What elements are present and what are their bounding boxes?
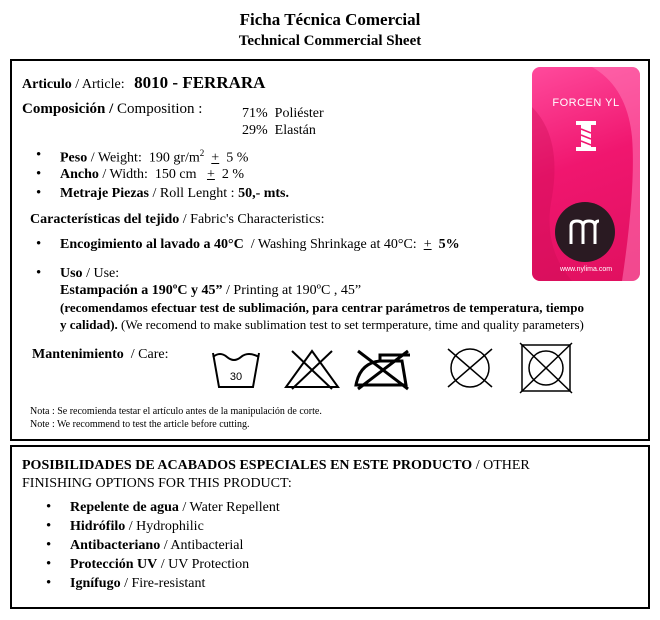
- composition-item: 29% Elastán: [242, 123, 316, 138]
- brand-name: FORCEN YL: [552, 97, 620, 109]
- characteristics-label: Características del tejido / Fabric's Characteristics:: [30, 212, 325, 227]
- note-es: Nota : Se recomienda testar el artículo antes de la manipulación de corte.: [30, 406, 322, 417]
- weight-line: • Peso / Weight: 190 $gr/m^2 + 5$ %: [60, 148, 248, 167]
- roll-line: • Metraje Piezas / Roll Lenght : 50,- mts.: [60, 186, 289, 202]
- article-label-en: / Article:: [75, 77, 125, 92]
- no-iron-icon: [350, 347, 416, 391]
- composition-item: 71% Poliéster: [242, 106, 324, 121]
- finishing-heading: POSIBILIDADES DE ACABADOS ESPECIALES EN ESTE PRODUCTO / OTHER FINISHING OPTIONS FOR THIS PRODUCT:: [22, 458, 530, 491]
- use-label: • Uso / Use:: [60, 266, 119, 282]
- title-es: Ficha Técnica Comercial: [239, 10, 421, 29]
- recommendation-line2: y calidad). (We recomend to make sublimation test to set termperature, time and quality parameters): [60, 317, 584, 332]
- composition-label: [22, 101, 202, 118]
- thread-spool-icon: [574, 119, 598, 153]
- note-en: Note : We recommend to test the article before cutting.: [30, 419, 250, 430]
- article-value: 8010 - FERRARA: [134, 73, 266, 92]
- brand-badge: [532, 67, 640, 281]
- composition-list: [242, 105, 324, 139]
- no-dry-clean-icon: [442, 345, 498, 391]
- spec-box: [10, 59, 650, 441]
- no-bleach-icon: [282, 347, 342, 391]
- brand-logo-mark: [555, 202, 615, 262]
- composition-label-en: Composition :: [117, 101, 203, 117]
- brand-logo: [555, 202, 615, 262]
- no-tumble-dry-icon: [518, 341, 574, 395]
- title-en: Technical Commercial Sheet: [238, 33, 422, 49]
- finishing-item: • Repelente de agua / Water Repellent: [70, 500, 280, 516]
- finishing-item: • Hidrófilo / Hydrophilic: [70, 519, 204, 535]
- composition-label-es: Composición /: [22, 101, 114, 117]
- article-line: [22, 73, 265, 93]
- wash-30-icon: [210, 347, 262, 391]
- finishing-item: • Protección UV / UV Protection: [70, 557, 249, 573]
- care-label: Mantenimiento / Care:: [32, 347, 169, 362]
- width-line: • Ancho / Width: 150 cm + 2 %: [60, 167, 244, 183]
- wash-temp: 30: [229, 371, 243, 383]
- finishing-box: [10, 445, 650, 609]
- finishing-item: • Ignífugo / Fire-resistant: [70, 576, 205, 592]
- print-line: Estampación a 190ºC y 45” / Printing at 190ºC , 45”: [60, 283, 362, 298]
- recommendation-es: (recomendamos efectuar test de sublimación, para centrar parámetros de temperatura, tiempo: [60, 300, 584, 315]
- finishing-item: • Antibacteriano / Antibacterial: [70, 538, 243, 554]
- brand-url: www.nylima.com: [559, 266, 613, 273]
- shrinkage-line: • Encogimiento al lavado a 40°C / Washing Shrinkage at 40°C: + 5%: [60, 237, 460, 253]
- article-label-es: Articulo: [22, 77, 72, 92]
